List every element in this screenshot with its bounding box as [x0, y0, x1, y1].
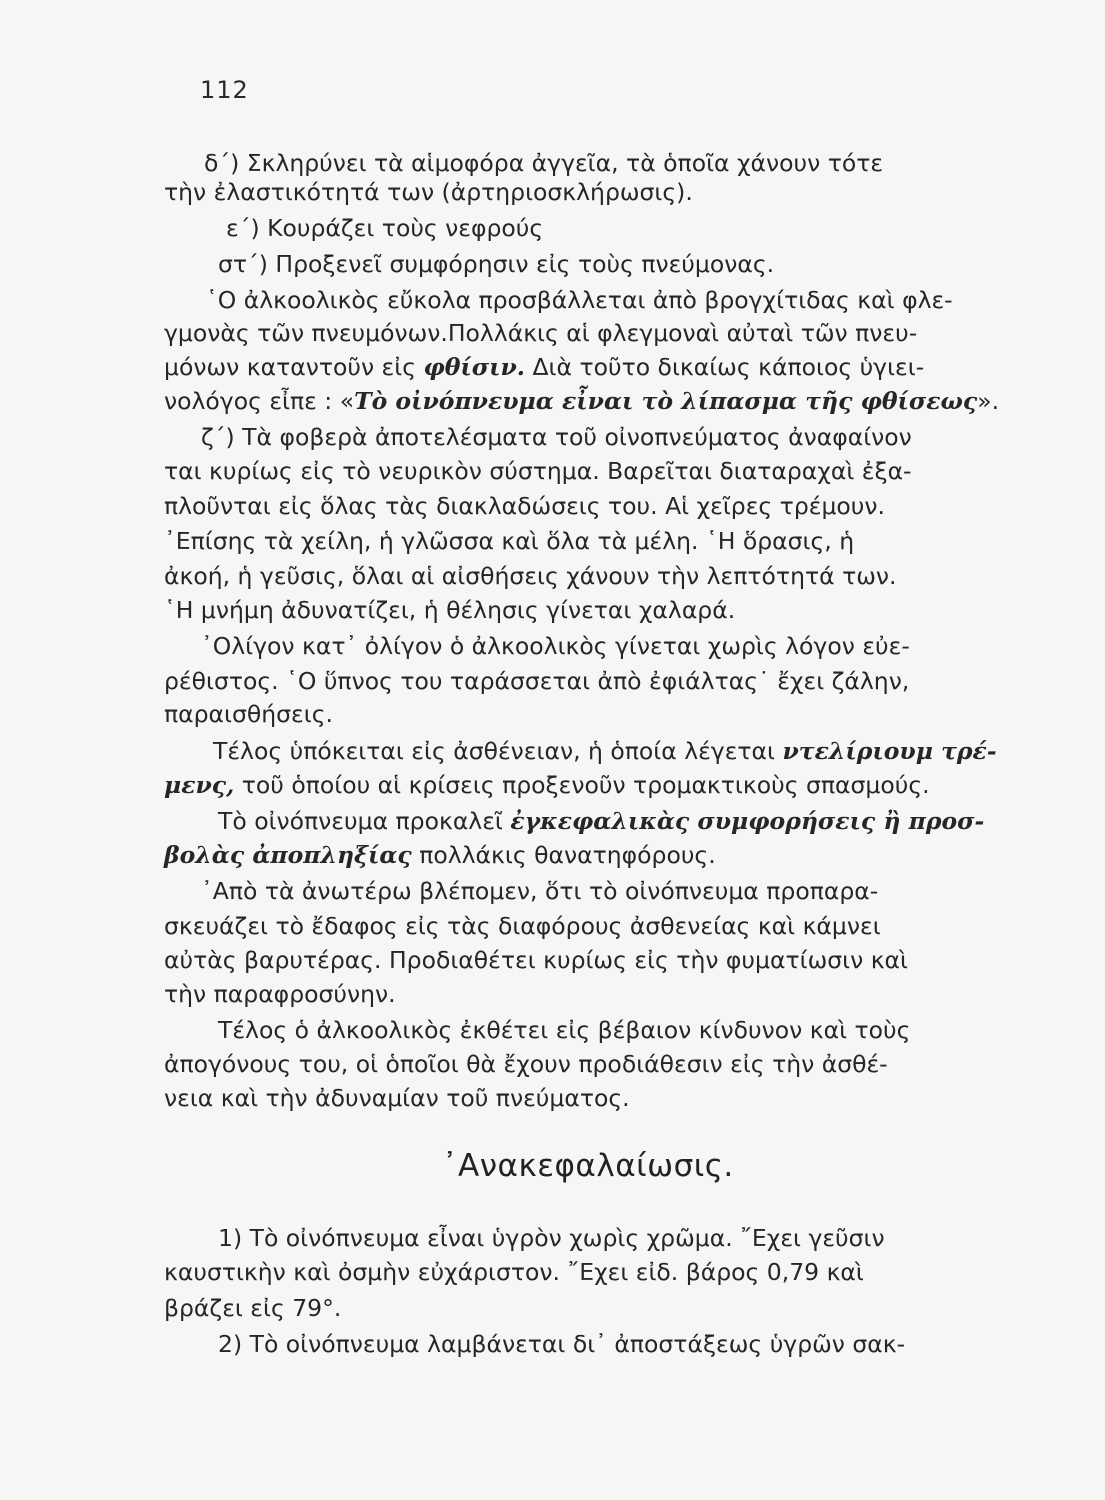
- text-segment: ῾Η μνήμη ἀδυνατίζει, ἡ θέλησις γίνεται χαλαρά.: [164, 596, 736, 624]
- text-segment: σκευάζει τὸ ἔδαφος εἰς τὰς διαφόρους ἀσθενείας καὶ κάμνει: [164, 912, 881, 940]
- text-line: [164, 491, 885, 521]
- text-segment: νεια καὶ τὴν ἀδυναμίαν τοῦ πνεύματος.: [164, 1084, 630, 1112]
- text-line: [164, 770, 930, 800]
- emphasized-text: Τὸ οἰνόπνευμα εἶναι τὸ λίπασμα τῆς φθίσεως: [354, 387, 978, 415]
- text-line: [164, 352, 924, 382]
- text-segment: ᾿Απὸ τὰ ἀνωτέρω βλέπομεν, ὅτι τὸ οἰνόπνευμα προπαρα-: [201, 877, 879, 905]
- emphasized-text: ἐγκεφαλικὰς συμφορήσεις ἢ προσ-: [510, 807, 985, 835]
- text-segment: ται κυρίως εἰς τὸ νευρικὸν σύστημα. Βαρεῖται διαταραχαὶ ἐξα-: [164, 457, 912, 485]
- text-segment: τὴν ἐλαστικότητά των (ἀρτηριοσκλήρωσις).: [164, 178, 693, 206]
- text-line: [218, 1223, 885, 1253]
- page-number: 112: [200, 76, 249, 104]
- text-segment: ».: [977, 387, 1000, 415]
- text-segment: Διὰ τοῦτο δικαίως κάποιος ὑγιει-: [524, 353, 925, 381]
- text-line: [226, 213, 543, 243]
- text-segment: ᾿Επίσης τὰ χείλη, ἡ γλῶσσα καὶ ὅλα τὰ μέλη. ῾Η ὅρασις, ἡ: [164, 527, 855, 555]
- text-line: [218, 1015, 910, 1045]
- emphasized-text: φθίσιν.: [423, 353, 525, 381]
- text-line: [164, 1083, 630, 1113]
- text-segment: ἀκοή, ἡ γεῦσις, ὅλαι αἱ αἰσθήσεις χάνουν τὴν λεπτότητά των.: [164, 562, 897, 590]
- text-segment: ἀπογόνους του, οἱ ὁποῖοι θὰ ἔχουν προδιάθεσιν εἰς τὴν ἀσθέ-: [164, 1050, 888, 1078]
- text-segment: νολόγος εἶπε : «: [164, 387, 355, 415]
- emphasized-text: ντελίριουμ τρέ-: [782, 737, 997, 765]
- text-segment: βράζει εἰς 79°.: [164, 1294, 342, 1322]
- text-segment: στ΄) Προξενεῖ συμφόρησιν εἰς τοὺς πνεύμονας.: [218, 250, 775, 278]
- text-segment: γμονὰς τῶν πνευμόνων.Πολλάκις αἱ φλεγμοναὶ αὐταὶ τῶν πνευ-: [164, 319, 918, 347]
- text-line: [213, 736, 997, 766]
- text-line: [164, 945, 908, 975]
- text-line: [164, 561, 897, 591]
- text-segment: 1) Τὸ οἰνόπνευμα εἶναι ὑγρὸν χωρὶς χρῶμα. ῎Εχει γεῦσιν: [218, 1224, 885, 1252]
- text-line: [164, 386, 999, 416]
- text-line: [164, 318, 917, 348]
- text-line: [201, 631, 910, 661]
- text-line: [201, 422, 912, 452]
- text-segment: ε΄) Κουράζει τοὺς νεφρούς: [226, 214, 544, 242]
- text-segment: καυστικὴν καὶ ὀσμὴν εὐχάριστον. ῎Εχει εἰδ. βάρος 0,79 καὶ: [164, 1258, 864, 1286]
- text-line: [164, 666, 909, 696]
- text-segment: ῾Ο ἀλκοολικὸς εὔκολα προσβάλλεται ἀπὸ βρογχίτιδας καὶ φλε-: [206, 286, 953, 314]
- text-line: [164, 1049, 888, 1079]
- text-segment: ᾿Ολίγον κατ᾿ ὀλίγον ὁ ἀλκοολικὸς γίνεται χωρὶς λόγον εὐε-: [201, 632, 910, 660]
- text-segment: ζ΄) Τὰ φοβερὰ ἀποτελέσματα τοῦ οἰνοπνεύματος ἀναφαίνον: [201, 423, 912, 451]
- text-segment: παραισθήσεις.: [164, 700, 333, 728]
- text-line: [164, 526, 854, 556]
- text-line: [164, 840, 716, 870]
- text-segment: αὐτὰς βαρυτέρας. Προδιαθέτει κυρίως εἰς τὴν φυματίωσιν καὶ: [164, 946, 908, 974]
- text-line: [164, 177, 693, 207]
- text-segment: δ΄) Σκληρύνει τὰ αἱμοφόρα ἀγγεῖα, τὰ ὁποῖα χάνουν τότε: [204, 149, 884, 177]
- text-line: [164, 699, 333, 729]
- text-segment: πλοῦνται εἰς ὅλας τὰς διακλαδώσεις του. Αἱ χεῖρες τρέμουν.: [164, 492, 885, 520]
- text-line: [164, 1293, 341, 1323]
- text-line: [164, 911, 881, 941]
- text-segment: τὴν παραφροσύνην.: [164, 980, 396, 1008]
- text-segment: 2) Τὸ οἰνόπνευμα λαμβάνεται δι᾿ ἀποστάξεως ὑγρῶν σακ-: [218, 1330, 906, 1358]
- emphasized-text: μενς,: [164, 771, 235, 799]
- text-segment: τοῦ ὁποίου αἱ κρίσεις προξενοῦν τρομακτικοὺς σπασμούς.: [234, 771, 930, 799]
- text-line: [206, 285, 953, 315]
- text-line: [164, 595, 735, 625]
- text-line: [164, 979, 396, 1009]
- text-segment: ρέθιστος. ῾Ο ὕπνος του ταράσσεται ἀπὸ ἐφιάλτας˙ ἔχει ζάλην,: [164, 667, 910, 695]
- text-line: [201, 876, 878, 906]
- section-heading: ᾿Ανακεφαλαίωσις.: [442, 1148, 734, 1184]
- text-line: [204, 148, 883, 178]
- emphasized-text: βολὰς ἀποπληξίας: [164, 841, 412, 869]
- text-segment: μόνων καταντοῦν εἰς: [164, 353, 424, 381]
- text-segment: πολλάκις θανατηφόρους.: [411, 841, 716, 869]
- text-line: [164, 456, 912, 486]
- text-segment: Τέλος ὑπόκειται εἰς ἀσθένειαν, ἡ ὁποία λέγεται: [213, 737, 783, 765]
- text-line: [218, 249, 774, 279]
- text-segment: Τὸ οἰνόπνευμα προκαλεῖ: [218, 807, 511, 835]
- text-line: [164, 1257, 864, 1287]
- text-segment: Τέλος ὁ ἀλκοολικὸς ἐκθέτει εἰς βέβαιον κίνδυνον καὶ τοὺς: [218, 1016, 911, 1044]
- text-line: [218, 1329, 905, 1359]
- text-line: [218, 806, 984, 836]
